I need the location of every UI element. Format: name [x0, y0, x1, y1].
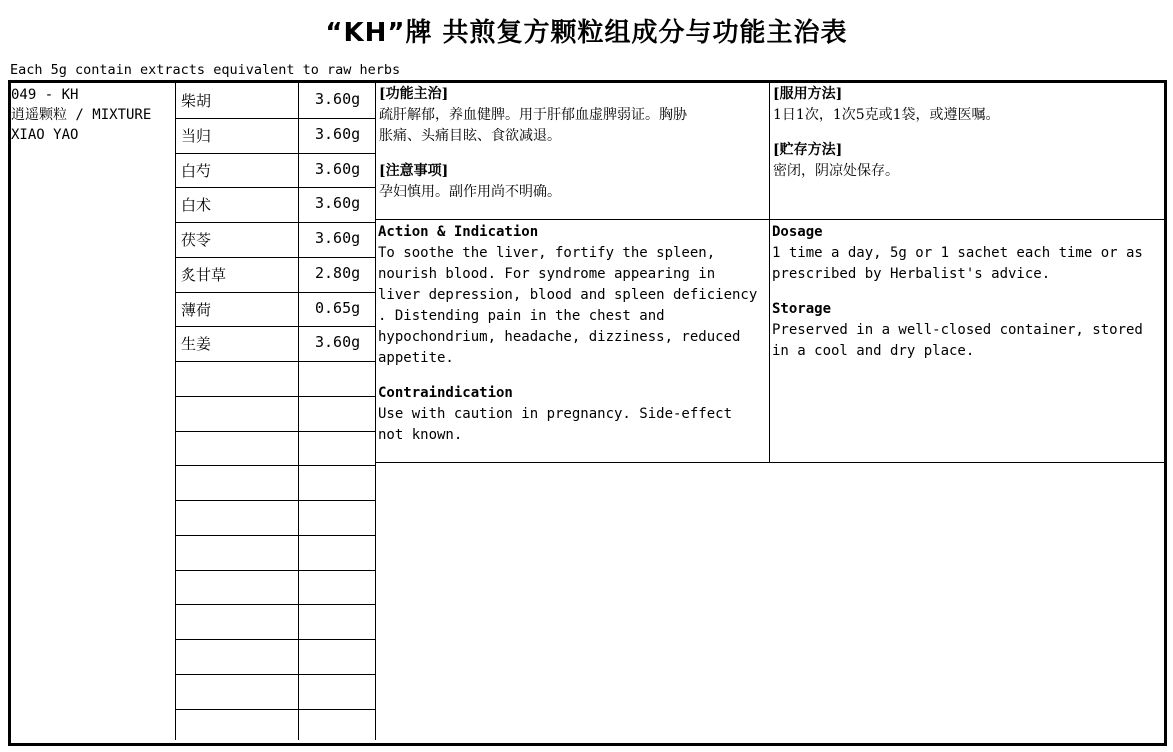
- product-cell: [11, 85, 171, 145]
- cn-usage-text: 1日1次，1次5克或1袋，或遵医嘱。: [773, 107, 1000, 123]
- product-name: 逍遥颗粒 / MIXTURE: [11, 107, 152, 123]
- row-divider: [175, 118, 375, 119]
- en-storage-line: Preserved in a well-closed container, stored: [772, 322, 1143, 338]
- en-indication-line: nourish blood. For syndrome appearing in: [378, 266, 716, 282]
- en-dosage-line: prescribed by Herbalist's advice.: [772, 266, 1051, 282]
- herb-name: 柴胡: [181, 92, 212, 110]
- row-divider: [175, 431, 375, 432]
- en-dosage-box: [772, 222, 1160, 362]
- cn-usage-box: [773, 84, 1158, 182]
- row-divider: [175, 326, 375, 327]
- herb-quantity: 2.80g: [315, 263, 361, 282]
- row-divider: [175, 639, 375, 640]
- herb-quantity: 3.60g: [315, 124, 361, 143]
- en-indication-line: To soothe the liver, fortify the spleen,: [378, 245, 716, 261]
- product-code: 049 - KH: [11, 87, 79, 103]
- subtitle: Each 5g contain extracts equivalent to raw herbs: [10, 62, 401, 78]
- cn-indication-line: 胀痛、头痛目眩、食欲减退。: [379, 128, 561, 144]
- en-dosage-heading: Dosage: [772, 224, 823, 240]
- cn-storage-heading: [贮存方法]: [773, 142, 843, 158]
- en-indication-box: [378, 222, 768, 446]
- en-contra-line: Use with caution in pregnancy. Side-effect: [378, 406, 733, 422]
- row-divider: [175, 153, 375, 154]
- divider: [375, 219, 1164, 220]
- en-indication-line: appetite.: [378, 350, 454, 366]
- herb-quantity: 3.60g: [315, 229, 361, 247]
- herb-name: 当归: [181, 126, 212, 145]
- divider: [175, 83, 176, 740]
- row-divider: [175, 674, 375, 675]
- herb-name: 白芍: [181, 161, 212, 180]
- herb-name: 茯苓: [181, 231, 212, 249]
- en-indication-line: hypochondrium, headache, dizziness, reduced: [378, 329, 741, 345]
- en-storage-line: in a cool and dry place.: [772, 343, 975, 359]
- cn-caution-text: 孕妇慎用。副作用尚不明确。: [379, 184, 561, 200]
- en-indication-heading: Action & Indication: [378, 224, 539, 240]
- row-divider: [175, 500, 375, 501]
- cn-indication-heading: [功能主治]: [379, 86, 449, 102]
- herb-name: 炙甘草: [181, 265, 227, 284]
- row-divider: [175, 465, 375, 466]
- en-contra-line: not known.: [378, 427, 463, 443]
- row-divider: [175, 292, 375, 293]
- en-contra-heading: Contraindication: [378, 385, 513, 401]
- divider: [298, 83, 299, 740]
- herb-quantity: 3.60g: [315, 159, 361, 178]
- cn-storage-text: 密闭，阴凉处保存。: [773, 163, 899, 179]
- row-divider: [175, 570, 375, 571]
- row-divider: [175, 709, 375, 710]
- cn-indication-box: [379, 84, 767, 203]
- page-title: “KH”牌 共煎复方颗粒组成分与功能主治表: [325, 18, 848, 48]
- row-divider: [175, 604, 375, 605]
- en-indication-line: liver depression, blood and spleen deficiency: [378, 287, 758, 303]
- divider: [375, 462, 1164, 463]
- herb-name: 薄荷: [181, 300, 212, 319]
- herb-quantity: 3.60g: [315, 333, 361, 352]
- en-dosage-line: 1 time a day, 5g or 1 sachet each time or as: [772, 245, 1143, 261]
- product-pinyin: XIAO YAO: [11, 127, 79, 143]
- row-divider: [175, 396, 375, 397]
- en-indication-line: . Distending pain in the chest and: [378, 308, 665, 324]
- divider: [769, 83, 770, 463]
- row-divider: [175, 257, 375, 258]
- cn-indication-line: 疏肝解郁，养血健脾。用于肝郁血虚脾弱证。胸胁: [379, 107, 687, 123]
- herb-quantity: 3.60g: [315, 194, 361, 213]
- herb-quantity: 0.65g: [315, 298, 361, 317]
- cn-usage-heading: [服用方法]: [773, 86, 843, 102]
- row-divider: [175, 222, 375, 223]
- herb-quantity: 3.60g: [315, 90, 361, 108]
- row-divider: [175, 361, 375, 362]
- herb-name: 白术: [181, 196, 212, 215]
- divider: [375, 83, 376, 740]
- cn-caution-heading: [注意事项]: [379, 163, 449, 179]
- en-storage-heading: Storage: [772, 301, 832, 317]
- herb-name: 生姜: [181, 335, 212, 354]
- row-divider: [175, 535, 375, 536]
- row-divider: [175, 187, 375, 188]
